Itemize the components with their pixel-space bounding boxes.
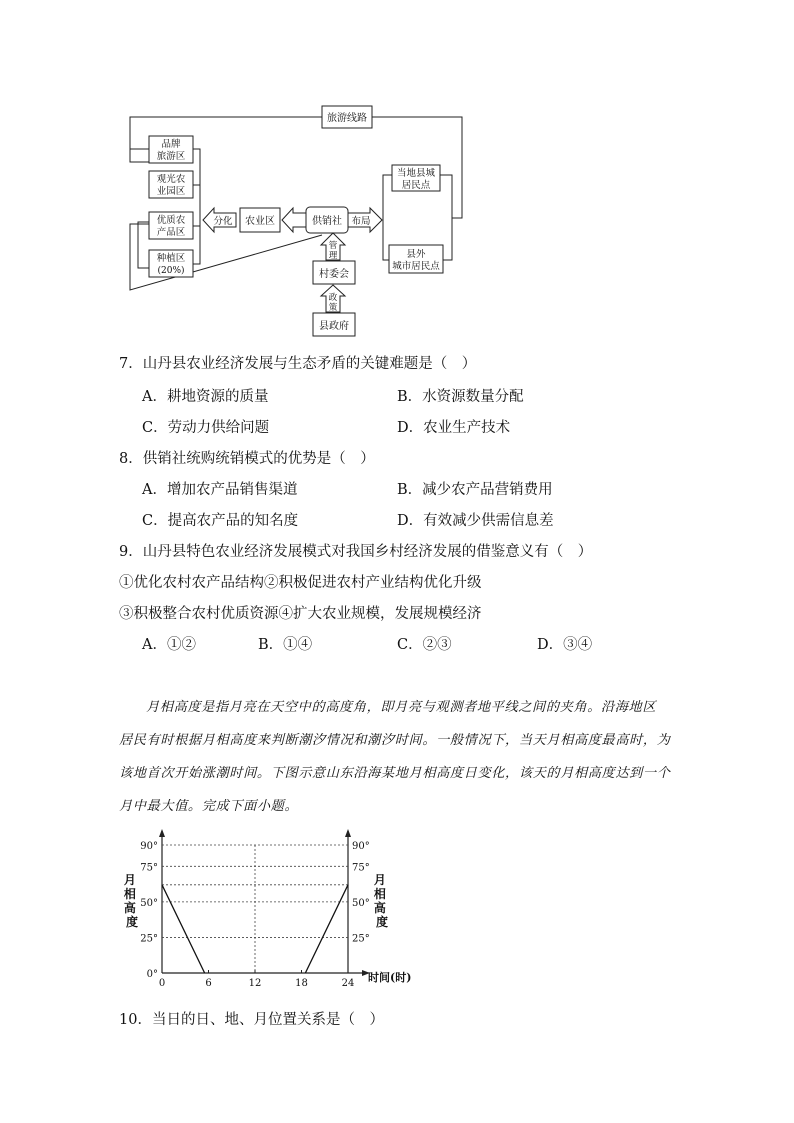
left-bracket <box>138 222 149 268</box>
manage-label-2: 理 <box>328 251 338 261</box>
question-10-stem: 10．当日的日、地、月位置关系是（ ） <box>119 1012 384 1028</box>
passage-line-4: 月中最大值。完成下面小题。 <box>119 799 299 814</box>
differentiate-label: 分化 <box>213 216 233 227</box>
q7-option-d[interactable]: D．农业生产技术 <box>397 420 511 436</box>
q9-option-d[interactable]: D．③④ <box>537 637 593 653</box>
q7-option-c[interactable]: C．劳动力供给问题 <box>142 420 270 436</box>
sightseeing-area-line1: 观光农 <box>156 174 186 185</box>
altitude-line-segment <box>305 885 348 973</box>
local-residents-line1: 当地县城 <box>396 168 436 179</box>
question-7-stem: 7．山丹县农业经济发展与生态矛盾的关键难题是（ ） <box>119 356 477 372</box>
y-tick-label-left: 50° <box>140 897 158 909</box>
x-tick-label: 0 <box>158 978 166 989</box>
x-tick-label: 6 <box>205 978 212 989</box>
layout-label: 布局 <box>351 216 371 227</box>
right-axis-label: 月 相 高 度 <box>373 873 389 929</box>
quality-area-line2: 产品区 <box>156 227 186 238</box>
outside-residents-line1: 县外 <box>406 249 426 260</box>
q9-option-c[interactable]: C．②③ <box>397 637 452 653</box>
brand-area-line2: 旅游区 <box>156 151 186 162</box>
question-8-stem: 8．供销社统购统销模式的优势是（ ） <box>119 451 375 467</box>
flow-diagram <box>0 0 794 340</box>
outside-residents-line2: 城市居民点 <box>392 261 440 272</box>
y-tick-label-left: 90° <box>140 841 158 852</box>
county-government-label: 县政府 <box>319 321 349 332</box>
policy-label-1: 政 <box>328 293 338 303</box>
y-tick-label-right: 90° <box>352 841 370 852</box>
y-tick-label-left: 0° <box>146 969 158 980</box>
policy-label-2: 策 <box>328 303 338 313</box>
q7-option-a[interactable]: A．耕地资源的质量 <box>142 389 269 405</box>
passage-line-1: 月相高度是指月亮在天空中的高度角，即月亮与观测者地平线之间的夹角。沿海地区 <box>146 700 657 715</box>
left-bracket <box>130 149 149 162</box>
passage-line-3: 该地首次开始涨潮时间。下图示意山东沿海某地月相高度日变化，该天的月相高度达到一个 <box>119 766 671 781</box>
q9-statements-2: ③积极整合农村优质资源④扩大农业规模，发展规模经济 <box>119 606 482 622</box>
y-tick-label-right: 75° <box>352 862 370 874</box>
question-9-stem: 9．山丹县特色农业经济发展模式对我国乡村经济发展的借鉴意义有（ ） <box>119 544 593 560</box>
left-axis-label: 月 相 高 度 <box>123 873 139 929</box>
q9-option-a[interactable]: A．①② <box>142 637 196 653</box>
x-tick-label: 18 <box>295 978 308 989</box>
x-tick-label: 12 <box>248 978 262 989</box>
q9-option-b[interactable]: B．①④ <box>258 637 313 653</box>
y-axis-right-arrow <box>345 829 351 837</box>
y-axis-left-arrow <box>159 829 165 837</box>
y-tick-label-left: 25° <box>140 933 158 945</box>
y-tick-label-right: 25° <box>352 933 370 945</box>
moon-altitude-chart <box>110 820 430 990</box>
q8-option-c[interactable]: C．提高农产品的知名度 <box>142 513 299 529</box>
passage-line-2: 居民有时根据月相高度来判断潮汐情况和潮汐时间。一般情况下，当天月相高度最高时，为 <box>119 733 671 748</box>
agri-zone-label: 农业区 <box>245 216 275 227</box>
sightseeing-area-line2: 业园区 <box>156 186 186 197</box>
y-tick-label-right: 50° <box>352 897 370 909</box>
tourism-route-label: 旅游线路 <box>327 113 367 124</box>
village-committee-label: 村委会 <box>319 269 349 280</box>
coop-label: 供销社 <box>312 216 342 227</box>
manage-label-1: 管 <box>328 241 338 251</box>
x-tick-label: 24 <box>341 978 355 989</box>
q7-option-b[interactable]: B．水资源数量分配 <box>397 389 524 405</box>
coop-to-agri-arrow <box>282 208 306 232</box>
planting-area-line1: 种植区 <box>156 253 186 264</box>
y-tick-label-left: 75° <box>140 862 158 874</box>
q9-statements-1: ①优化农村农产品结构②积极促进农村产业结构优化升级 <box>119 575 482 591</box>
brand-area-line1: 品牌 <box>161 139 181 150</box>
altitude-line-segment <box>162 885 205 973</box>
local-residents-line2: 居民点 <box>401 180 431 191</box>
planting-area-line2: (20%) <box>157 266 185 276</box>
x-axis-label: 时间(时) <box>368 971 412 984</box>
q8-option-d[interactable]: D．有效减少供需信息差 <box>397 513 554 529</box>
q8-option-a[interactable]: A．增加农产品销售渠道 <box>142 482 298 498</box>
quality-area-line1: 优质农 <box>156 215 186 226</box>
q8-option-b[interactable]: B．减少农产品营销费用 <box>397 482 553 498</box>
right-bracket <box>193 149 200 264</box>
